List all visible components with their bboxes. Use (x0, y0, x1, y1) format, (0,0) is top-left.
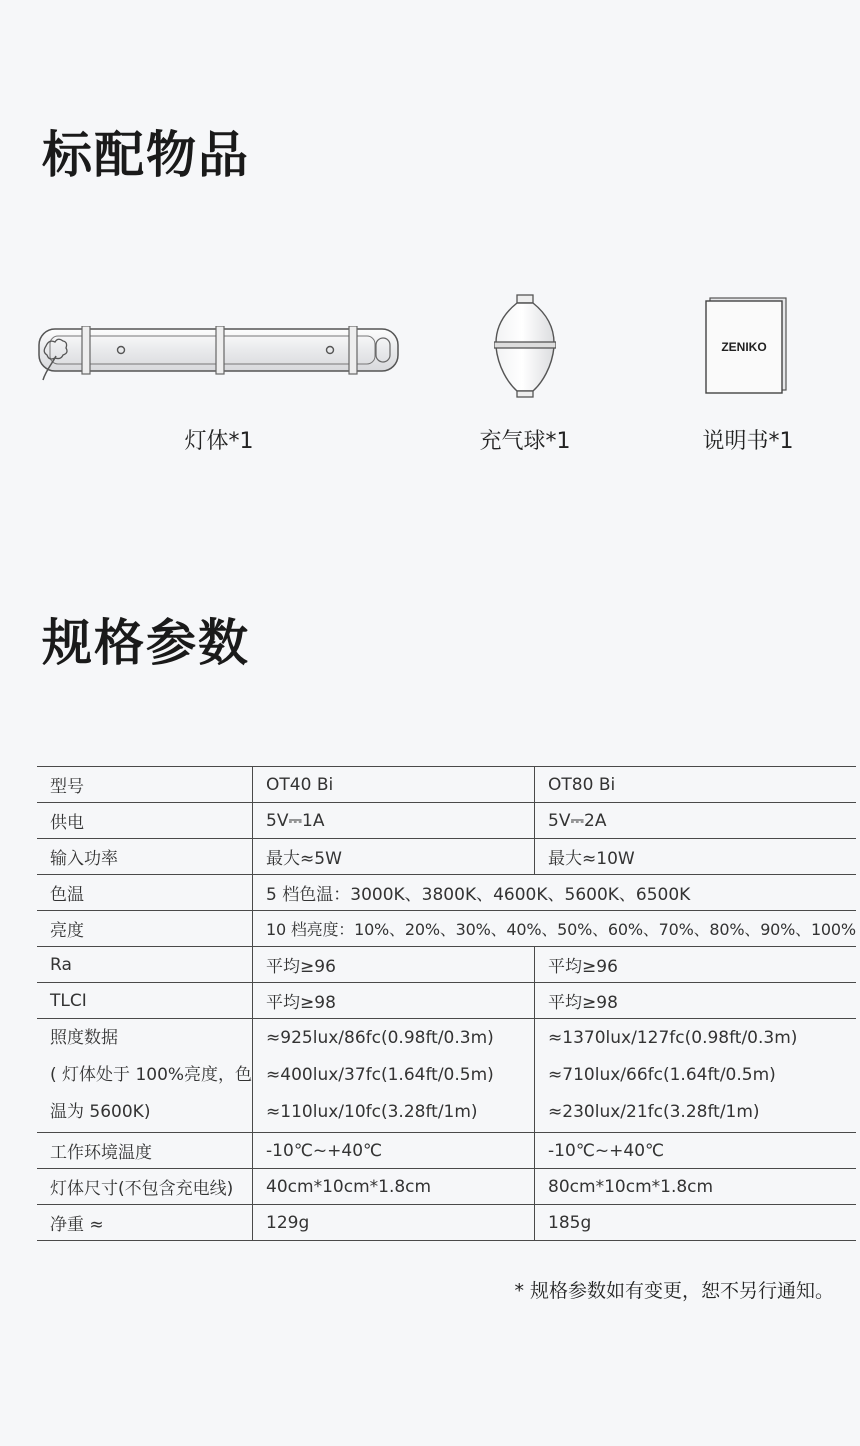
spec-value-ot40: OT40 Bi (253, 767, 535, 803)
spec-value-ot40: 40cm*10cm*1.8cm (253, 1169, 535, 1205)
light-tube-icon (38, 326, 400, 382)
illuminance-line: ≈925lux/86fc(0.98ft/0.3m) (266, 1028, 494, 1048)
spec-label: 型号 (37, 767, 253, 803)
spec-label: 净重 ≈ (37, 1205, 253, 1241)
spec-label: 供电 (37, 803, 253, 839)
section-title-specs: 规格参数 (42, 614, 250, 672)
table-row (37, 767, 856, 803)
illuminance-line: ≈400lux/37fc(1.64ft/0.5m) (266, 1065, 494, 1085)
air-bulb-icon (494, 293, 556, 399)
item-label-light: 灯体*1 (184, 429, 254, 454)
spec-label-line: ( 灯体处于 100%亮度，色 (50, 1065, 253, 1085)
item-label-manual: 说明书*1 (702, 429, 794, 454)
spec-label: TLCI (37, 983, 253, 1019)
spec-value-ot40: 5V⎓1A (253, 803, 535, 839)
table-row (37, 1205, 856, 1241)
spec-value-shared: 10 档亮度：10%、20%、30%、40%、50%、60%、70%、80%、90%、100% (253, 911, 856, 947)
spec-value-ot80: 5V⎓2A (535, 803, 856, 839)
spec-label-line: 照度数据 (50, 1028, 118, 1048)
spec-value-ot40 (253, 1019, 535, 1133)
illuminance-line: ≈1370lux/127fc(0.98ft/0.3m) (548, 1028, 798, 1048)
spec-value-ot40: -10℃~+40℃ (253, 1133, 535, 1169)
spec-label: 亮度 (37, 911, 253, 947)
spec-label: 工作环境温度 (37, 1133, 253, 1169)
manual-icon (704, 297, 788, 395)
spec-label: Ra (37, 947, 253, 983)
spec-value-ot40: 最大≈5W (253, 839, 535, 875)
manual-brand-text: ZENIKO (721, 340, 767, 354)
illuminance-line: ≈710lux/66fc(1.64ft/0.5m) (548, 1065, 776, 1085)
spec-label: 灯体尺寸(不包含充电线) (37, 1169, 253, 1205)
table-row (37, 839, 856, 875)
table-row (37, 875, 856, 911)
item-label-air-bulb: 充气球*1 (479, 429, 571, 454)
spec-label-illuminance (37, 1019, 253, 1133)
spec-table (37, 766, 856, 1241)
illuminance-line: ≈230lux/21fc(3.28ft/1m) (548, 1102, 760, 1122)
spec-value-ot80: 平均≥96 (535, 947, 856, 983)
spec-label: 输入功率 (37, 839, 253, 875)
table-row (37, 1133, 856, 1169)
section-title-included: 标配物品 (42, 126, 250, 184)
spec-label: 色温 (37, 875, 253, 911)
table-row (37, 947, 856, 983)
table-row (37, 911, 856, 947)
illuminance-line: ≈110lux/10fc(3.28ft/1m) (266, 1102, 478, 1122)
footnote: * 规格参数如有变更，恕不另行通知。 (514, 1280, 834, 1302)
table-row (37, 1019, 856, 1133)
spec-value-ot40: 平均≥96 (253, 947, 535, 983)
table-row (37, 1169, 856, 1205)
table-row (37, 803, 856, 839)
spec-value-ot80: -10℃~+40℃ (535, 1133, 856, 1169)
spec-value-ot40: 129g (253, 1205, 535, 1241)
spec-value-ot80: 80cm*10cm*1.8cm (535, 1169, 856, 1205)
spec-value-ot80: 最大≈10W (535, 839, 856, 875)
table-row (37, 983, 856, 1019)
spec-value-ot80: OT80 Bi (535, 767, 856, 803)
spec-value-ot80: 185g (535, 1205, 856, 1241)
spec-value-ot80: 平均≥98 (535, 983, 856, 1019)
spec-value-ot80 (535, 1019, 856, 1133)
spec-value-shared: 5 档色温：3000K、3800K、4600K、5600K、6500K (253, 875, 856, 911)
spec-value-ot40: 平均≥98 (253, 983, 535, 1019)
spec-label-line: 温为 5600K) (50, 1102, 151, 1122)
